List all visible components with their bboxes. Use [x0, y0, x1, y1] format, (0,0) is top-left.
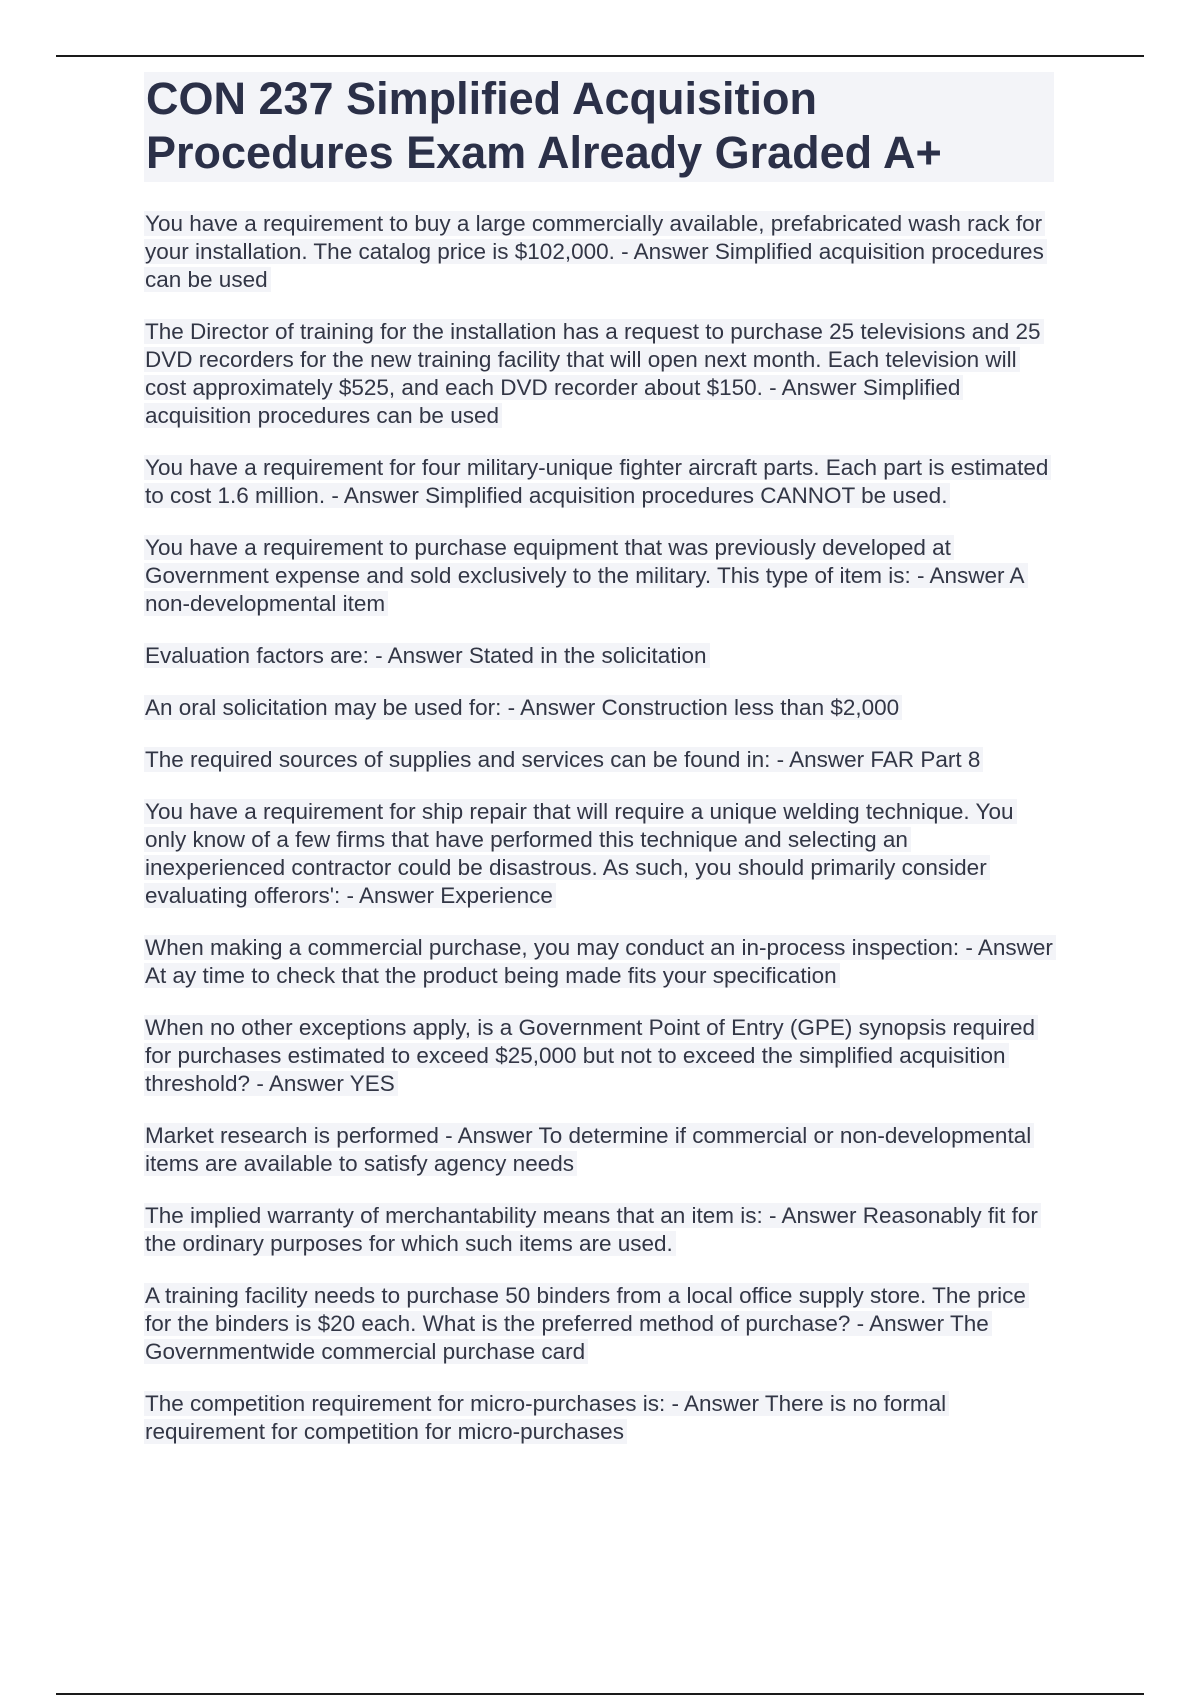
qa-text: The competition requirement for micro-purchases is: - Answer There is no formal requirement for competition for micro-purchases: [144, 1391, 949, 1444]
qa-item-11: [144, 1122, 1054, 1178]
qa-list: [144, 210, 1054, 1446]
qa-item-14: [144, 1390, 1054, 1446]
qa-item-12: [144, 1202, 1054, 1258]
qa-text: The Director of training for the installation has a request to purchase 25 televisions and 25 DVD recorders for the new training facility that will open next month. Each television will cost approximately $525, and each DVD recorder about $150. - Answer Simplified acquisition procedures can be used: [144, 319, 1044, 428]
document-body: [144, 72, 1054, 1470]
qa-item-6: [144, 694, 1054, 722]
qa-text: You have a requirement to buy a large commercially available, prefabricated wash rack for your installation. The catalog price is $102,000. - Answer Simplified acquisition procedures can be used: [144, 211, 1047, 292]
qa-item-8: [144, 798, 1054, 910]
qa-text: You have a requirement to purchase equipment that was previously developed at Government expense and sold exclusively to the military. This type of item is: - Answer A non-developmental item: [144, 535, 1028, 616]
qa-item-2: [144, 318, 1054, 430]
qa-text: An oral solicitation may be used for: - Answer Construction less than $2,000: [144, 695, 902, 720]
qa-item-9: [144, 934, 1054, 990]
qa-text: You have a requirement for four military-unique fighter aircraft parts. Each part is estimated to cost 1.6 million. - Answer Simplified acquisition procedures CANNOT be used.: [144, 455, 1051, 508]
top-rule: [56, 55, 1144, 57]
qa-item-4: [144, 534, 1054, 618]
qa-item-3: [144, 454, 1054, 510]
qa-item-7: [144, 746, 1054, 774]
qa-item-5: [144, 642, 1054, 670]
qa-text: When no other exceptions apply, is a Government Point of Entry (GPE) synopsis required for purchases estimated to exceed $25,000 but not to exceed the simplified acquisition threshold? - Answer YES: [144, 1015, 1038, 1096]
document-title: CON 237 Simplified Acquisition Procedures Exam Already Graded A+: [144, 72, 1054, 182]
qa-item-10: [144, 1014, 1054, 1098]
qa-text: When making a commercial purchase, you may conduct an in-process inspection: - Answer At ay time to check that the product being made fits your specification: [144, 935, 1056, 988]
qa-text: The implied warranty of merchantability means that an item is: - Answer Reasonably fit for the ordinary purposes for which such items are used.: [144, 1203, 1041, 1256]
qa-text: You have a requirement for ship repair that will require a unique welding technique. You only know of a few firms that have performed this technique and selecting an inexperienced contractor could be disastrous. As such, you should primarily consider evaluating offerors': - Answer Experience: [144, 799, 1017, 908]
qa-item-1: [144, 210, 1054, 294]
qa-text: The required sources of supplies and services can be found in: - Answer FAR Part 8: [144, 747, 983, 772]
qa-text: Evaluation factors are: - Answer Stated in the solicitation: [144, 643, 710, 668]
qa-text: Market research is performed - Answer To determine if commercial or non-developmental items are available to satisfy agency needs: [144, 1123, 1034, 1176]
qa-text: A training facility needs to purchase 50 binders from a local office supply store. The price for the binders is $20 each. What is the preferred method of purchase? - Answer The Governmentwide commercial purchase card: [144, 1283, 1029, 1364]
bottom-rule: [56, 1693, 1144, 1695]
qa-item-13: [144, 1282, 1054, 1366]
